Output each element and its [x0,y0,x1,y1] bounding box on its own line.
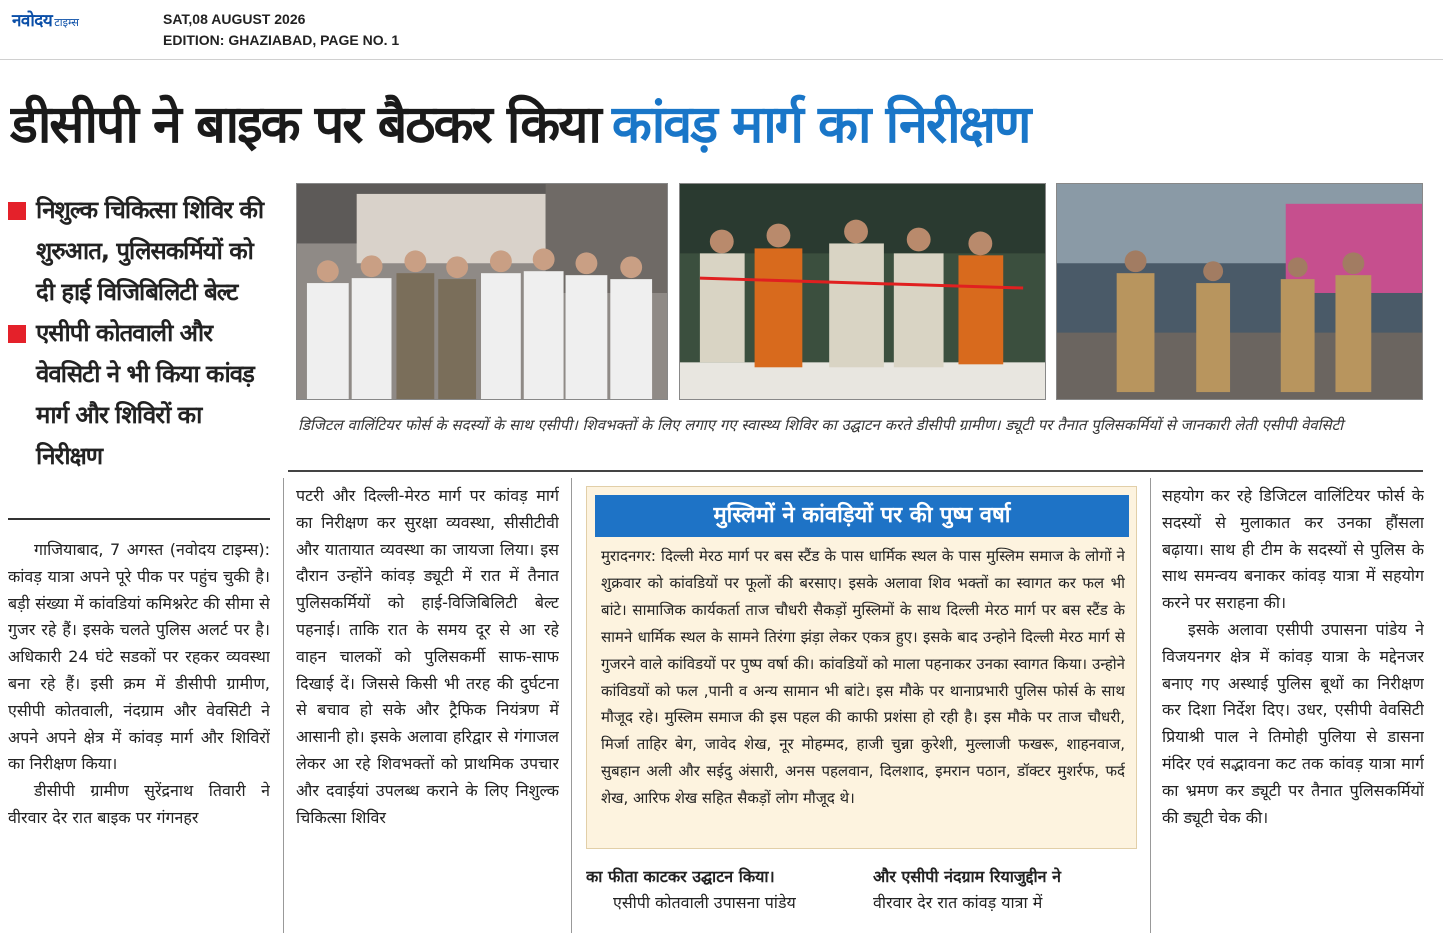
logo-main-text: नवोदय [12,11,53,31]
photo-ribbon-illustration [680,184,1045,399]
article-continuation-line: और एसीपी नंदग्राम रियाजुद्दीन ने [873,867,1061,886]
logo-sub-text: टाइम्स [54,16,79,29]
main-headline [10,70,1435,180]
photo-ribbon-cutting[interactable] [679,183,1046,400]
photo-police-illustration [1057,184,1422,399]
article-paragraph: इसके अलावा एसीपी उपासना पांडेय ने विजयनगर क्षेत्र में कांवड़ यात्रा के मद्देनजर बनाए गए अस्थाई पुलिस बूथों का निरीक्षण कर दिशा निर्देश दिए। उधर, एसीपी वेवसिटी प्रियाश्री पाल ने तिमोही पुलिया से डासना मंदिर एवं सद्भावना कट तक कांवड़ यात्रा मार्ग का भ्रमण कर ड्यूटी पर तैनात पुलिसकर्मियों की ड्यूटी चेक की। [1162,619,1424,827]
story-highlights [8,190,270,520]
article-paragraph: सहयोग कर रहे डिजिटल वालिंटियर फोर्स के सदस्यों से मुलाकात कर उनका हौंसला बढ़ाया। साथ ही टीम के सदस्यों से पुलिस के साथ समन्वय बनाकर कांवड़ यात्रा में सहयोग करने पर सराहना की। [1162,486,1424,613]
headline-part-blue: कांवड़ मार्ग का निरीक्षण [611,95,1030,155]
highlight-text: निशुल्क चिकित्सा शिविर की शुरुआत, पुलिसकर्मियों को दी हाई विजिबिलिटी बेल्ट [36,196,264,306]
highlight-item [8,190,270,313]
article-column-4 [1162,483,1424,933]
photo-police-inspection[interactable] [1056,183,1423,400]
article-paragraph: गाजियाबाद, 7 अगस्त (नवोदय टाइम्स): कांवड़ यात्रा अपने पूरे पीक पर पहुंच चुकी है। बड़ी संख्या में कांवडियां कमिश्नरेट की सीमा से गुजर रहे हैं। इसके चलते पुलिस अलर्ट पर है। अधिकारी 24 घंटे सडकों पर रहकर व्यवस्था बना रहे हैं। इसी क्रम में डीसीपी ग्रामीण, एसीपी कोतवाली, नंदग्राम और वेवसिटी ने अपने अपने क्षेत्र में कांवड़ मार्ग और शिविरों का निरीक्षण किया। [8,540,270,774]
photo-caption: डिजिटल वालिंटियर फोर्स के सदस्यों के साथ एसीपी। शिवभक्तों के लिए लगाए गए स्वास्थ्य शिविर का उद्घाटन करते डीसीपी ग्रामीण। ड्यूटी पर तैनात पुलिसकर्मियों से जानकारी लेती एसीपी वेवसिटी [298,416,1344,434]
column-divider [571,478,572,933]
article-column-1 [8,537,270,932]
red-square-bullet-icon [8,325,26,343]
sidebar-story-body: मुरादनगर: दिल्ली मेरठ मार्ग पर बस स्टैंड के पास धार्मिक स्थल के पास मुस्लिम समाज के लोगों ने शुक्रवार को कांवडियों पर फूलों की बरसाए। इसके अलावा शिव भक्तों का स्वागत कर फल भी बांटे। सामाजिक कार्यकर्ता ताज चौधरी सैकड़ों मुस्लिमों के साथ दिल्ली मेरठ मार्ग पर बस स्टैंड के सामने धार्मिक स्थल के सामने तिरंगा झंड़ा लेकर एकत्र हुए। इसके बाद उन्होने दिल्ली मेरठ मार्ग से गुजरने वाले कांविडयों पर पुष्प वर्षा की। कांवडियों को माला पहनाकर उनका स्वागत किया। उन्होने कांविडयों को फल ,पानी व अन्य सामान भी बांटे। इस मौके पर थानाप्रभारी पुलिस फोर्स के साथ मौजूद रहे। मुस्लिम समाज की इस पहल की काफी प्रशंसा हो रही है। इस मौके पर ताज चौधरी, मिर्जा ताहिर बेग, जावेद शेख, नूर मोहम्मद, हाजी चुन्ना कुरेशी, मुल्लाजी फखरू, शाहनवाज, सुबहान अली और सईदु अंसारी, अनस पहलवान, दिलशाद, इमरान पठान, डॉक्टर मुशर्रफ, फर्द शेख, आरिफ शेख सहित सैकड़ों लोग मौजूद थे। [601,547,1125,808]
column-divider [283,478,284,933]
highlight-text: एसीपी कोतवाली और वेवसिटी ने भी किया कांवड़ मार्ग और शिविरों का निरीक्षण [36,319,254,470]
article-continuation-line: वीरवार देर रात कांवड़ यात्रा में [873,893,1043,912]
sidebar-story-box [586,486,1137,849]
edition-date: SAT,08 AUGUST 2026 [163,11,306,27]
headline-part-black: डीसीपी ने बाइक पर बैठकर किया [10,95,600,155]
edition-info [163,9,399,51]
caption-divider [288,470,1423,472]
masthead [0,0,1443,60]
highlight-item [8,313,270,477]
article-continuation-line: का फीता काटकर उद्घाटन किया। [586,867,775,886]
column-divider [1150,478,1151,933]
sidebar-story-title: मुस्लिमों ने कांवड़ियों पर की पुष्प वर्षा [595,495,1129,537]
newspaper-logo[interactable] [12,8,138,34]
article-continuation-line: एसीपी कोतवाली उपासना पांडेय [613,893,796,912]
photo-volunteers-group[interactable] [296,183,668,400]
article-column-2 [296,483,559,933]
article-paragraph: डीसीपी ग्रामीण सुरेंद्रनाथ तिवारी ने वीरवार देर रात बाइक पर गंगनहर [8,781,270,827]
article-paragraph: पटरी और दिल्ली-मेरठ मार्ग पर कांवड़ मार्ग का निरीक्षण कर सुरक्षा व्यवस्था, सीसीटीवी और यातायात व्यवस्था का जायजा लिया। इस दौरान उन्होंने कांवड़ ड्यूटी में रात में तैनात पुलिसकर्मियों को हाई-विजिबिलिटी बेल्ट पहनाई। ताकि रात के समय दूर से आ रहे वाहन चालकों को पुलिसकर्मी साफ-साफ दिखाई दें। जिससे किसी भी तरह की दुर्घटना से बचाव हो सके और ट्रैफिक नियंत्रण में आसानी हो। इसके अलावा हरिद्वार से गंगाजल लेकर आ रहे शिवभक्तों को प्राथमिक उपचार और दवाईयां उपलब्ध कराने के लिए निशुल्क चिकित्सा शिविर [296,486,559,827]
photo-volunteers-illustration [297,184,667,399]
edition-page: EDITION: GHAZIABAD, PAGE NO. 1 [163,32,400,48]
red-square-bullet-icon [8,202,26,220]
